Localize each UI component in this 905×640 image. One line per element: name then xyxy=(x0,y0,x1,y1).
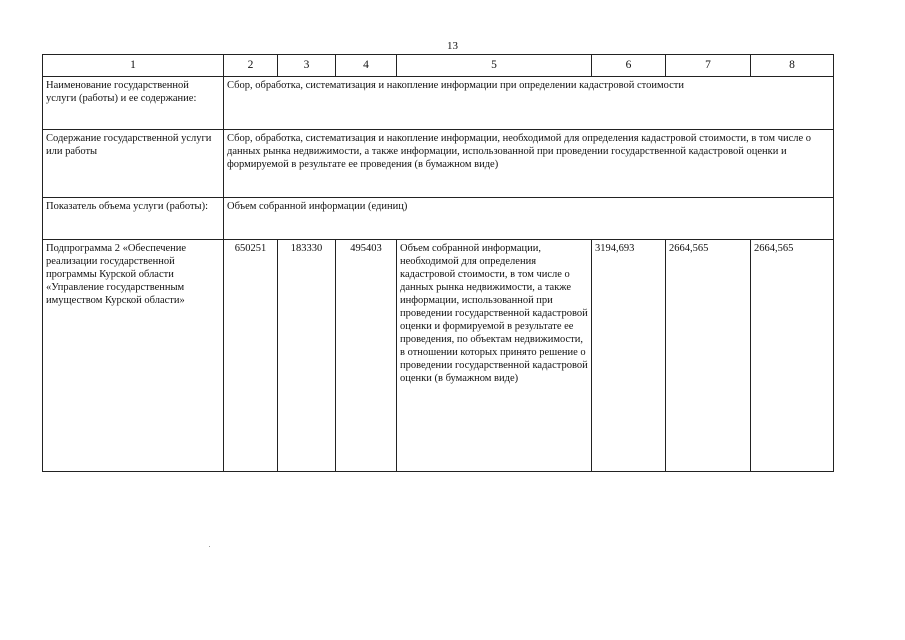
table-row xyxy=(43,240,834,472)
row-label: Содержание государственной услуги или работы xyxy=(43,130,224,198)
page-number: 13 xyxy=(447,40,458,52)
scan-speck xyxy=(209,546,210,547)
value-cell: 183330 xyxy=(278,240,336,472)
header-cell: 8 xyxy=(751,55,834,77)
row-label: Наименование государственной услуги (работы) и ее содержание: xyxy=(43,77,224,130)
row-label: Показатель объема услуги (работы): xyxy=(43,198,224,240)
table-row xyxy=(43,130,834,198)
header-cell: 6 xyxy=(592,55,666,77)
value-cell: 650251 xyxy=(224,240,278,472)
indicator-description-cell: Объем собранной информации, необходимой для определения кадастровой стоимости, в том числе о данных рынка недвижимости, а также информации, использованной при проведении государственной кадастровой оценки и формируемой в результате ее проведения, по объектам недвижимости, в отношении которых принято решение о проведении государственной кадастровой оценки (в бумажном виде) xyxy=(397,240,592,472)
header-cell: 4 xyxy=(336,55,397,77)
row-value: Сбор, обработка, систематизация и накопление информации, необходимой для определения кадастровой стоимости, в том числе о данных рынка недвижимости, а также информации, использованной при проведении государственной кадастровой оценки и формируемой в результате ее проведения (в бумажном виде) xyxy=(224,130,834,198)
program-name-cell: Подпрограмма 2 «Обеспечение реализации государственной программы Курской области «Управление государственным имуществом Курской области» xyxy=(43,240,224,472)
header-cell: 5 xyxy=(397,55,592,77)
table-row xyxy=(43,198,834,240)
row-value: Сбор, обработка, систематизация и накопление информации при определении кадастровой стоимости xyxy=(224,77,834,130)
header-row xyxy=(43,55,834,77)
header-cell: 7 xyxy=(666,55,751,77)
value-cell: 2664,565 xyxy=(751,240,834,472)
table-row xyxy=(43,77,834,130)
row-value: Объем собранной информации (единиц) xyxy=(224,198,834,240)
header-cell: 1 xyxy=(43,55,224,77)
data-table xyxy=(42,54,834,472)
value-cell: 3194,693 xyxy=(592,240,666,472)
header-cell: 3 xyxy=(278,55,336,77)
value-cell: 495403 xyxy=(336,240,397,472)
header-cell: 2 xyxy=(224,55,278,77)
value-cell: 2664,565 xyxy=(666,240,751,472)
